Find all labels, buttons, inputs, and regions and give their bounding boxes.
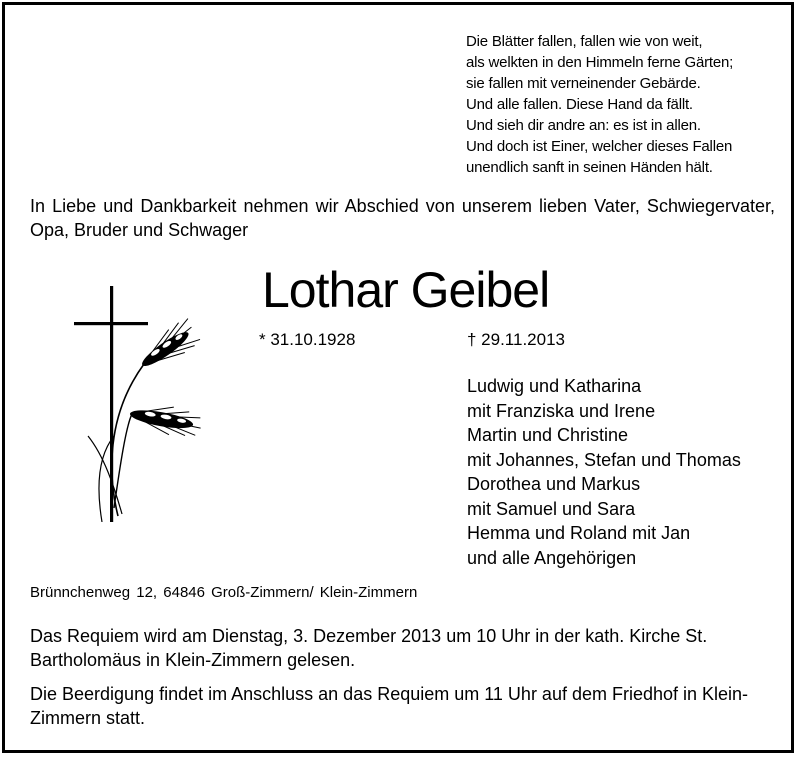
deceased-name: Lothar Geibel [262,262,550,318]
family-line: und alle Angehörigen [467,547,637,568]
intro-text: In Liebe und Dankbarkeit nehmen wir Abschied von unserem lieben Vater, Schwiegervater, Opa, Bruder und Schwager [30,196,775,240]
birth-date: * 31.10.1928 [259,330,356,349]
family-line: Dorothea und Markus [467,474,641,494]
poem-line: Die Blätter fallen, fallen wie von weit, [466,33,703,50]
family-line: mit Franziska und Irene [467,400,656,421]
family-line: Martin und Christine [467,425,629,445]
cross-with-wheat-icon [74,286,204,522]
family-line: mit Johannes, Stefan und Thomas [467,449,741,470]
poem-line: unendlich sanft in seinen Händen hält. [466,159,713,176]
family-line: mit Samuel und Sara [467,498,636,519]
family-list [467,374,741,570]
requiem-notice: Das Requiem wird am Dienstag, 3. Dezember 2013 um 10 Uhr in der kath. Kirche St. Bartholomäus in Klein-Zimmern gelesen. [30,626,708,670]
death-date: † 29.11.2013 [467,330,565,349]
poem-line: als welkten in den Himmeln ferne Gärten; [466,54,734,71]
poem [466,31,733,178]
poem-line: Und alle fallen. Diese Hand da fällt. [466,96,693,113]
family-line: Hemma und Roland mit Jan [467,523,691,543]
family-line: Ludwig und Katharina [467,376,642,396]
poem-line: Und sieh dir andre an: es ist in allen. [466,117,701,134]
poem-line: Und doch ist Einer, welcher dieses Fallen [466,138,733,155]
address: Brünnchenweg 12, 64846 Groß-Zimmern/ Klein-Zimmern [30,584,418,601]
poem-line: sie fallen mit verneinender Gebärde. [466,75,701,92]
burial-notice: Die Beerdigung findet im Anschluss an das Requiem um 11 Uhr auf dem Friedhof in Klein-Zimmern statt. [30,684,749,728]
